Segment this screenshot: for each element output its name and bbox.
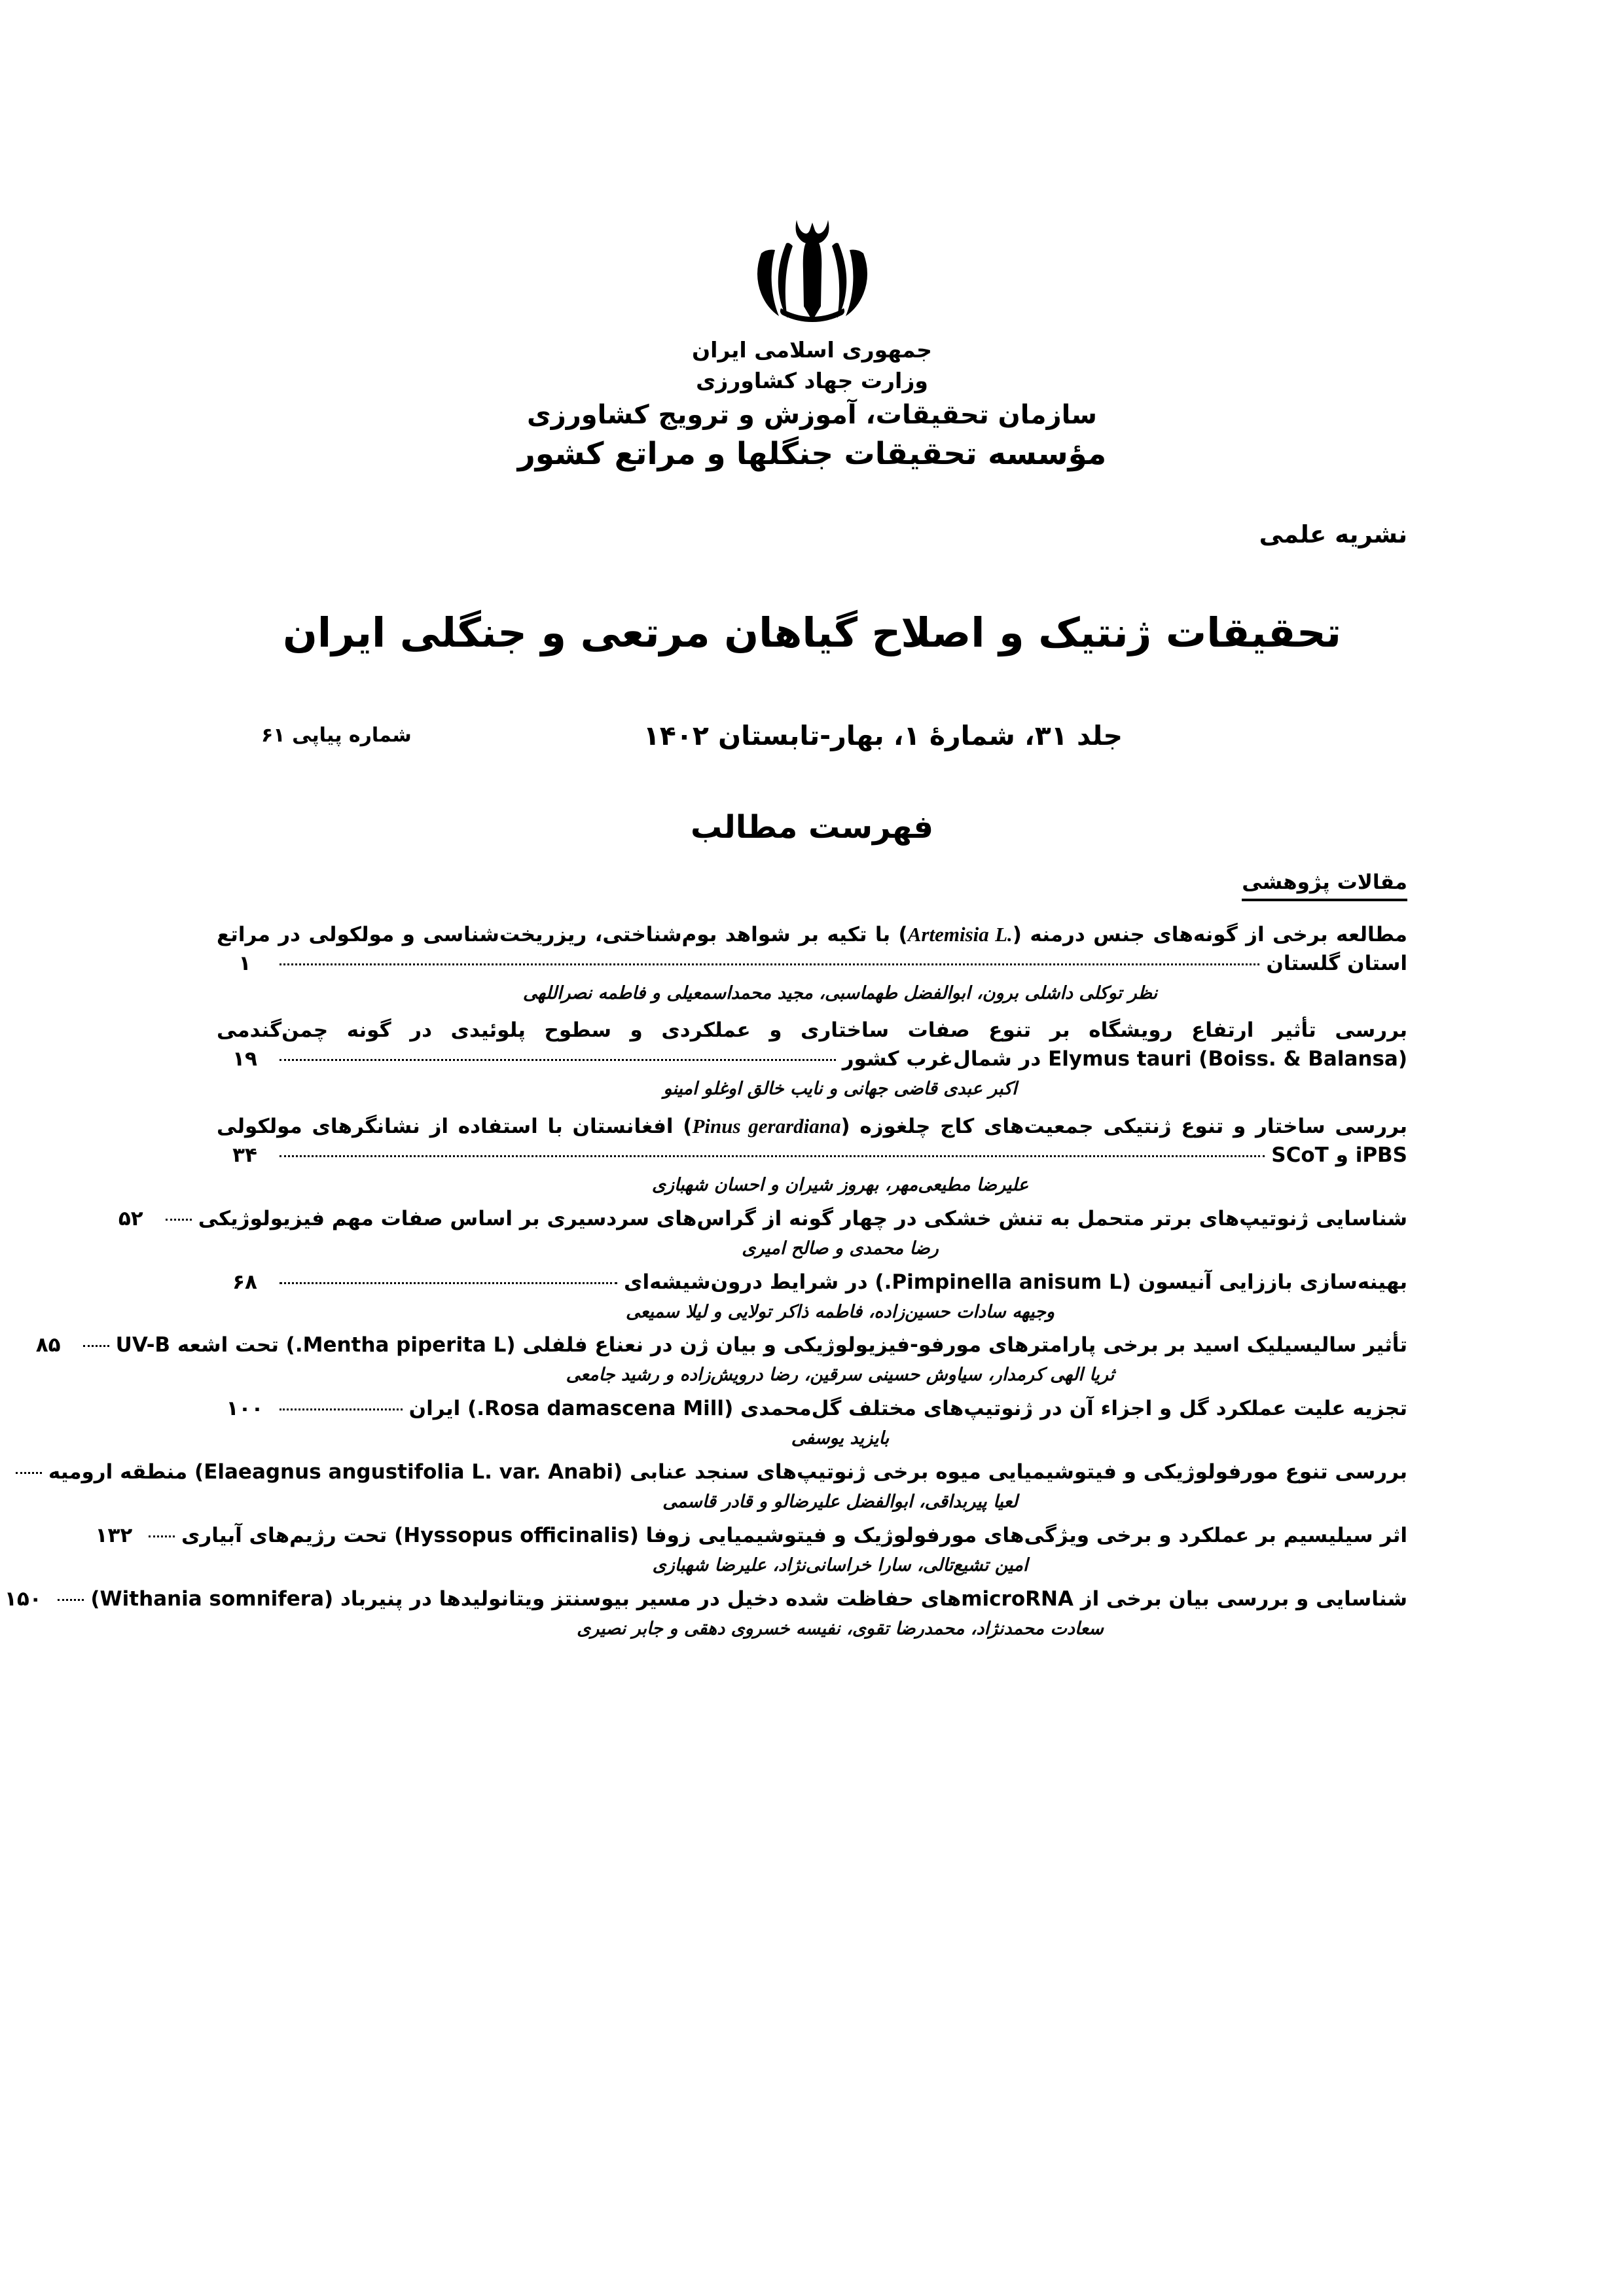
toc-entry-authors: ثریا الهی کرمدار، سیاوش حسینی سرقین، رضا درویش‌زاده و رشید جامعی — [566, 1365, 1115, 1386]
toc-title-mid: های حفاظت شده دخیل در مسیر بیوسنتز ویتانولیدها در پنیرباد ( — [323, 1587, 962, 1611]
leader-dots — [280, 1282, 617, 1284]
toc-entry[interactable] — [217, 919, 1407, 1006]
toc-title-mid: ) تحت رژیم‌های آبیاری — [181, 1523, 404, 1547]
toc-title-species: Pimpinella anisum L. — [884, 1270, 1122, 1294]
toc-page-number[interactable]: ۶۸ — [232, 1270, 257, 1294]
toc-title-molecule: microRNA — [961, 1587, 1074, 1611]
issue-serial-number: شماره پیاپی ۶۱ — [261, 724, 412, 747]
toc-title-head: مطالعه برخی از گونه‌های جنس درمنه ( — [1012, 923, 1407, 946]
toc-entry-authors: سعادت محمدنژاد، محمدرضا تقوی، نفیسه خسروی دهقی و جابر نصیری — [577, 1618, 1104, 1639]
page-title: فهرست مطالب — [690, 809, 934, 846]
toc-entry-authors: امین تشیع‌تالی، سارا خراسانی‌نژاد، علیرضا شهبازی — [652, 1554, 1028, 1575]
toc-page-number[interactable] — [0, 1460, 9, 1484]
toc-entry[interactable] — [217, 1111, 1407, 1198]
toc-entry-title — [181, 1524, 1407, 1547]
toc-entry[interactable] — [48, 1460, 1407, 1515]
toc-title-tail-text: در شمال‌غرب کشور — [842, 1047, 1041, 1071]
toc-title-head: اثر سیلیسیم بر عملکرد و برخی ویژگی‌های مورفولوژیک و فیتوشیمیایی زوفا ( — [629, 1523, 1407, 1547]
toc-title-head: بررسی ساختار و تنوع ژنتیکی جمعیت‌های کاج چلغوزه ( — [840, 1114, 1407, 1138]
toc-entry-leader-row — [217, 1143, 1407, 1167]
issue-volume-number: جلد ۳۱، شمارۀ ۱، بهار-تابستان ۱۴۰۲ — [643, 720, 1123, 751]
toc-title-species: Elaeagnus angustifolia — [204, 1460, 465, 1484]
toc-title-head: تأثیر سالیسیلیک اسید بر برخی پارامترهای مورفو-فیزیولوژیکی و بیان ژن در نعناع فلفلی ( — [506, 1333, 1407, 1357]
masthead-line-country: جمهوری اسلامی ایران — [692, 337, 932, 363]
toc-entry-leader-row — [217, 952, 1407, 975]
leader-dots — [280, 1155, 1265, 1157]
toc-entry-title — [624, 1270, 1407, 1294]
leader-dots — [58, 1599, 84, 1601]
issue-row — [217, 720, 1407, 759]
masthead-line-ministry: وزارت جهاد کشاورزی — [696, 368, 928, 393]
toc-entry-authors: اکبر عبدی قاضی جهانی و نایب خالق اوغلو امینو — [663, 1079, 1017, 1100]
toc-entry[interactable] — [118, 1206, 1407, 1261]
toc-entry[interactable] — [95, 1523, 1407, 1578]
toc-entry-title — [217, 1015, 1407, 1046]
toc-title-species: Mentha piperita L. — [295, 1333, 507, 1357]
toc-entry-leader-row — [95, 1523, 1407, 1547]
toc-title-variety: Anabi — [548, 1460, 614, 1484]
toc-title-species: Artemisia L. — [907, 923, 1013, 946]
toc-entry-authors: بایزید یوسفی — [791, 1428, 890, 1449]
toc-entry-authors: لعیا پیربداقی، ابوالفضل علیرضالو و قادر قاسمی — [662, 1491, 1018, 1512]
toc-entry[interactable] — [35, 1333, 1407, 1388]
toc-title-head: بهینه‌سازی باززایی آنیسون ( — [1121, 1270, 1407, 1294]
toc-title-species: Pinus gerardiana — [692, 1114, 841, 1138]
toc-title-head: تجزیه علیت عملکرد گل و اجزاء آن در ژنوتیپ‌های مختلف گل‌محمدی ( — [724, 1397, 1407, 1421]
leader-dots — [280, 963, 1259, 965]
toc-title-mid: ) در شرایط درون‌شیشه‌ای — [624, 1270, 884, 1294]
toc-title-mid: ) تحت اشعه — [177, 1333, 295, 1357]
iran-emblem-icon — [751, 216, 874, 335]
emblem-block — [0, 216, 1624, 335]
toc-title-tail: استان گلستان — [1266, 952, 1407, 976]
toc-title-end: ) — [90, 1587, 100, 1611]
toc-title-variety-marker: L. var. — [471, 1460, 541, 1484]
toc-entry-authors: نظر توکلی داشلی برون، ابوالفضل طهماسبی، مجید محمداسمعیلی و فاطمه نصراللهی — [522, 983, 1158, 1004]
masthead — [0, 337, 1624, 472]
journal-title: تحقیقات ژنتیک و اصلاح گیاهان مرتعی و جنگلی ایران — [283, 609, 1341, 656]
toc-entry-leader-row — [217, 1047, 1407, 1071]
toc-entry[interactable] — [217, 1397, 1407, 1451]
toc-page-number[interactable]: ۵۲ — [118, 1206, 143, 1230]
toc-title-head: شناسایی و بررسی بیان برخی از — [1080, 1587, 1407, 1611]
toc-page-number[interactable]: ۳۴ — [232, 1143, 257, 1167]
toc-page-number[interactable]: ۱۳۲ — [95, 1523, 133, 1547]
toc-title-authority: (Boiss. & Balansa) — [1199, 1047, 1407, 1071]
toc-entry-authors: رضا محمدی و صالح امیری — [742, 1238, 939, 1259]
toc-entry-title — [217, 1111, 1407, 1142]
toc-entry[interactable] — [217, 1015, 1407, 1102]
toc-entry-title — [116, 1333, 1407, 1357]
leader-dots — [280, 1059, 836, 1061]
toc-entry-title — [90, 1587, 1407, 1611]
toc-title-tail: iPBS و SCoT — [1271, 1143, 1407, 1167]
toc-page-number[interactable]: ۱۹ — [232, 1047, 257, 1071]
toc-page-number[interactable]: ۱۰۰ — [226, 1397, 264, 1421]
toc-entry-authors: علیرضا مطیعی‌مهر، بهروز شیران و احسان شهبازی — [651, 1174, 1029, 1195]
toc-page-number[interactable]: ۱۵۰ — [4, 1587, 42, 1611]
toc-title-head: بررسی تنوع مورفولوژیکی و فیتوشیمیایی میوه برخی ژنوتیپ‌های سنجد عنابی ( — [613, 1460, 1407, 1484]
toc-title-tail — [842, 1047, 1407, 1071]
masthead-line-organization: سازمان تحقیقات، آموزش و ترویج کشاورزی — [527, 400, 1097, 430]
journal-kind-label: نشریه علمی — [1259, 520, 1407, 548]
toc-title-species: Rosa damascena Mill. — [477, 1397, 725, 1421]
toc-list — [4, 919, 1407, 1650]
toc-entry[interactable] — [4, 1587, 1407, 1641]
toc-title-species: Elymus tauri — [1048, 1047, 1192, 1071]
leader-dots — [166, 1219, 192, 1221]
toc-entry-title — [217, 919, 1407, 950]
toc-entry-title: شناسایی ژنوتیپ‌های برتر متحمل به تنش خشکی در چهار گونه از گراس‌های سردسیری بر اساس صفات مهم فیزیولوژیکی — [198, 1206, 1407, 1230]
toc-title-species: Hyssopus officinalis — [403, 1523, 630, 1547]
toc-page-number[interactable]: ۸۵ — [35, 1333, 61, 1357]
toc-entry-leader-row — [35, 1333, 1407, 1357]
toc-entry-authors: وجیهه سادات حسین‌زاده، فاطمه ذاکر تولایی و لیلا سمیعی — [626, 1301, 1055, 1322]
leader-dots — [83, 1345, 109, 1347]
toc-entry-title — [48, 1460, 1407, 1484]
toc-entry-leader-row — [48, 1460, 1407, 1484]
toc-entry-title — [409, 1397, 1407, 1420]
toc-entry-leader-row — [217, 1270, 1407, 1294]
leader-dots — [280, 1408, 403, 1410]
toc-title-mid: ) با تکیه بر شواهد بوم‌شناختی، ریزریخت‌شناسی و مولکولی در مراتع — [217, 923, 908, 946]
toc-entry-leader-row — [118, 1206, 1407, 1230]
leader-dots — [149, 1535, 175, 1537]
toc-entry-leader-row — [217, 1397, 1407, 1420]
toc-title-radiation-type: UV-B — [115, 1333, 171, 1357]
leader-dots — [16, 1472, 42, 1474]
toc-page-number[interactable]: ۱ — [238, 952, 251, 976]
toc-entry[interactable] — [217, 1270, 1407, 1325]
section-label-wrap — [1242, 870, 1407, 901]
toc-title-head: بررسی تأثیر ارتفاع رویشگاه بر تنوع صفات ساختاری و عملکردی و سطوح پلوئیدی در گونه چمن‌گندمی — [217, 1018, 1407, 1042]
toc-title-mid: ) منطقه ارومیه — [48, 1460, 204, 1484]
toc-entry-leader-row — [4, 1587, 1407, 1611]
toc-title-species: Withania somnifera — [99, 1587, 324, 1611]
toc-title-mid: ) افغانستان با استفاده از نشانگرهای مولکولی — [217, 1114, 693, 1138]
section-label-research-articles: مقالات پژوهشی — [1242, 870, 1407, 901]
masthead-line-institute: مؤسسه تحقیقات جنگلها و مراتع کشور — [517, 436, 1107, 472]
toc-title-mid: ) ایران — [408, 1397, 477, 1421]
